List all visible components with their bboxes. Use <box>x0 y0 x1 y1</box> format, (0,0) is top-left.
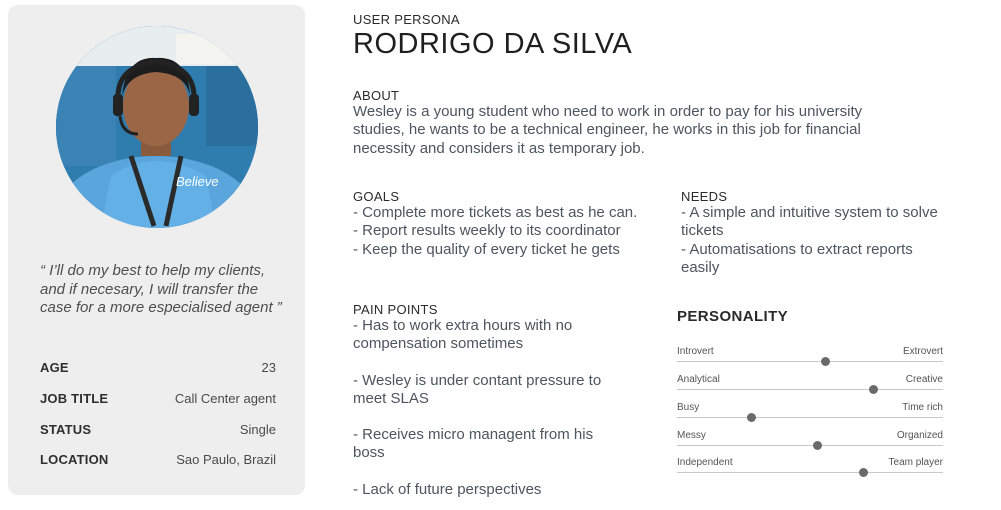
field-value: 23 <box>261 360 276 375</box>
persona-photo <box>56 26 258 228</box>
pain-points-list <box>353 317 628 499</box>
persona-quote: “ I’ll do my best to help my clients, and if necesary, I will transfer the case for a more especialised agent ” <box>40 262 282 316</box>
trait-left-label: Busy <box>677 402 700 413</box>
personality-title: PERSONALITY <box>677 308 789 325</box>
slider-track <box>677 445 943 446</box>
about-text: Wesley is a young student who need to work in order to pay for his university studies, he wants to be a technical engineer, he works in this job for financial necessity and considers it as temporary job. <box>353 103 863 157</box>
list-item: - A simple and intuitive system to solve tickets <box>681 204 938 240</box>
list-item: - Report results weekly to its coordinator <box>353 222 621 240</box>
goals-title: GOALS <box>353 189 400 204</box>
goals-list <box>353 204 663 259</box>
pain-points-title: PAIN POINTS <box>353 302 438 317</box>
needs-list <box>681 204 941 277</box>
slider-track <box>677 417 943 418</box>
field-label: JOB TITLE <box>40 391 109 406</box>
slider-knob <box>747 413 756 422</box>
field-label: STATUS <box>40 422 92 437</box>
trait-right-label: Team player <box>888 457 943 468</box>
slider-knob <box>813 441 822 450</box>
list-item: - Wesley is under contant pressure to meet SLAS <box>353 371 602 407</box>
list-item: - Automatisations to extract reports easily <box>681 240 913 276</box>
field-label: LOCATION <box>40 452 109 467</box>
trait-left-label: Messy <box>677 430 706 441</box>
list-item: - Complete more tickets as best as he can. <box>353 204 638 221</box>
needs-title: NEEDS <box>681 189 728 204</box>
trait-slider <box>677 430 943 454</box>
slider-knob <box>859 468 868 477</box>
trait-right-label: Extrovert <box>902 346 943 357</box>
slider-knob <box>821 357 830 366</box>
list-item: - Keep the quality of every ticket he gets <box>353 240 620 258</box>
trait-left-label: Analytical <box>677 374 720 385</box>
trait-slider <box>677 457 943 481</box>
field-value: Single <box>239 422 276 437</box>
slider-knob <box>869 385 878 394</box>
slider-track <box>677 361 943 362</box>
trait-right-label: Creative <box>905 374 943 385</box>
trait-slider <box>677 346 943 370</box>
about-title: ABOUT <box>353 88 400 103</box>
list-item: - Lack of future perspectives <box>353 480 542 498</box>
trait-slider <box>677 374 943 398</box>
slider-track <box>677 389 943 390</box>
trait-right-label: Time rich <box>902 402 943 413</box>
slider-track <box>677 472 943 473</box>
field-value: Sao Paulo, Brazil <box>176 452 276 467</box>
trait-left-label: Introvert <box>677 346 714 357</box>
trait-right-label: Organized <box>896 430 943 441</box>
field-value: Call Center agent <box>174 391 276 406</box>
trait-left-label: Independent <box>677 457 733 468</box>
list-item: - Has to work extra hours with no compensation sometimes <box>353 317 573 353</box>
svg-text:Believe: Believe <box>176 174 219 189</box>
persona-kicker: USER PERSONA <box>353 12 460 27</box>
field-label: AGE <box>40 360 69 375</box>
trait-slider <box>677 402 943 426</box>
persona-name: RODRIGO DA SILVA <box>353 28 633 60</box>
list-item: - Receives micro managent from his boss <box>353 426 594 462</box>
